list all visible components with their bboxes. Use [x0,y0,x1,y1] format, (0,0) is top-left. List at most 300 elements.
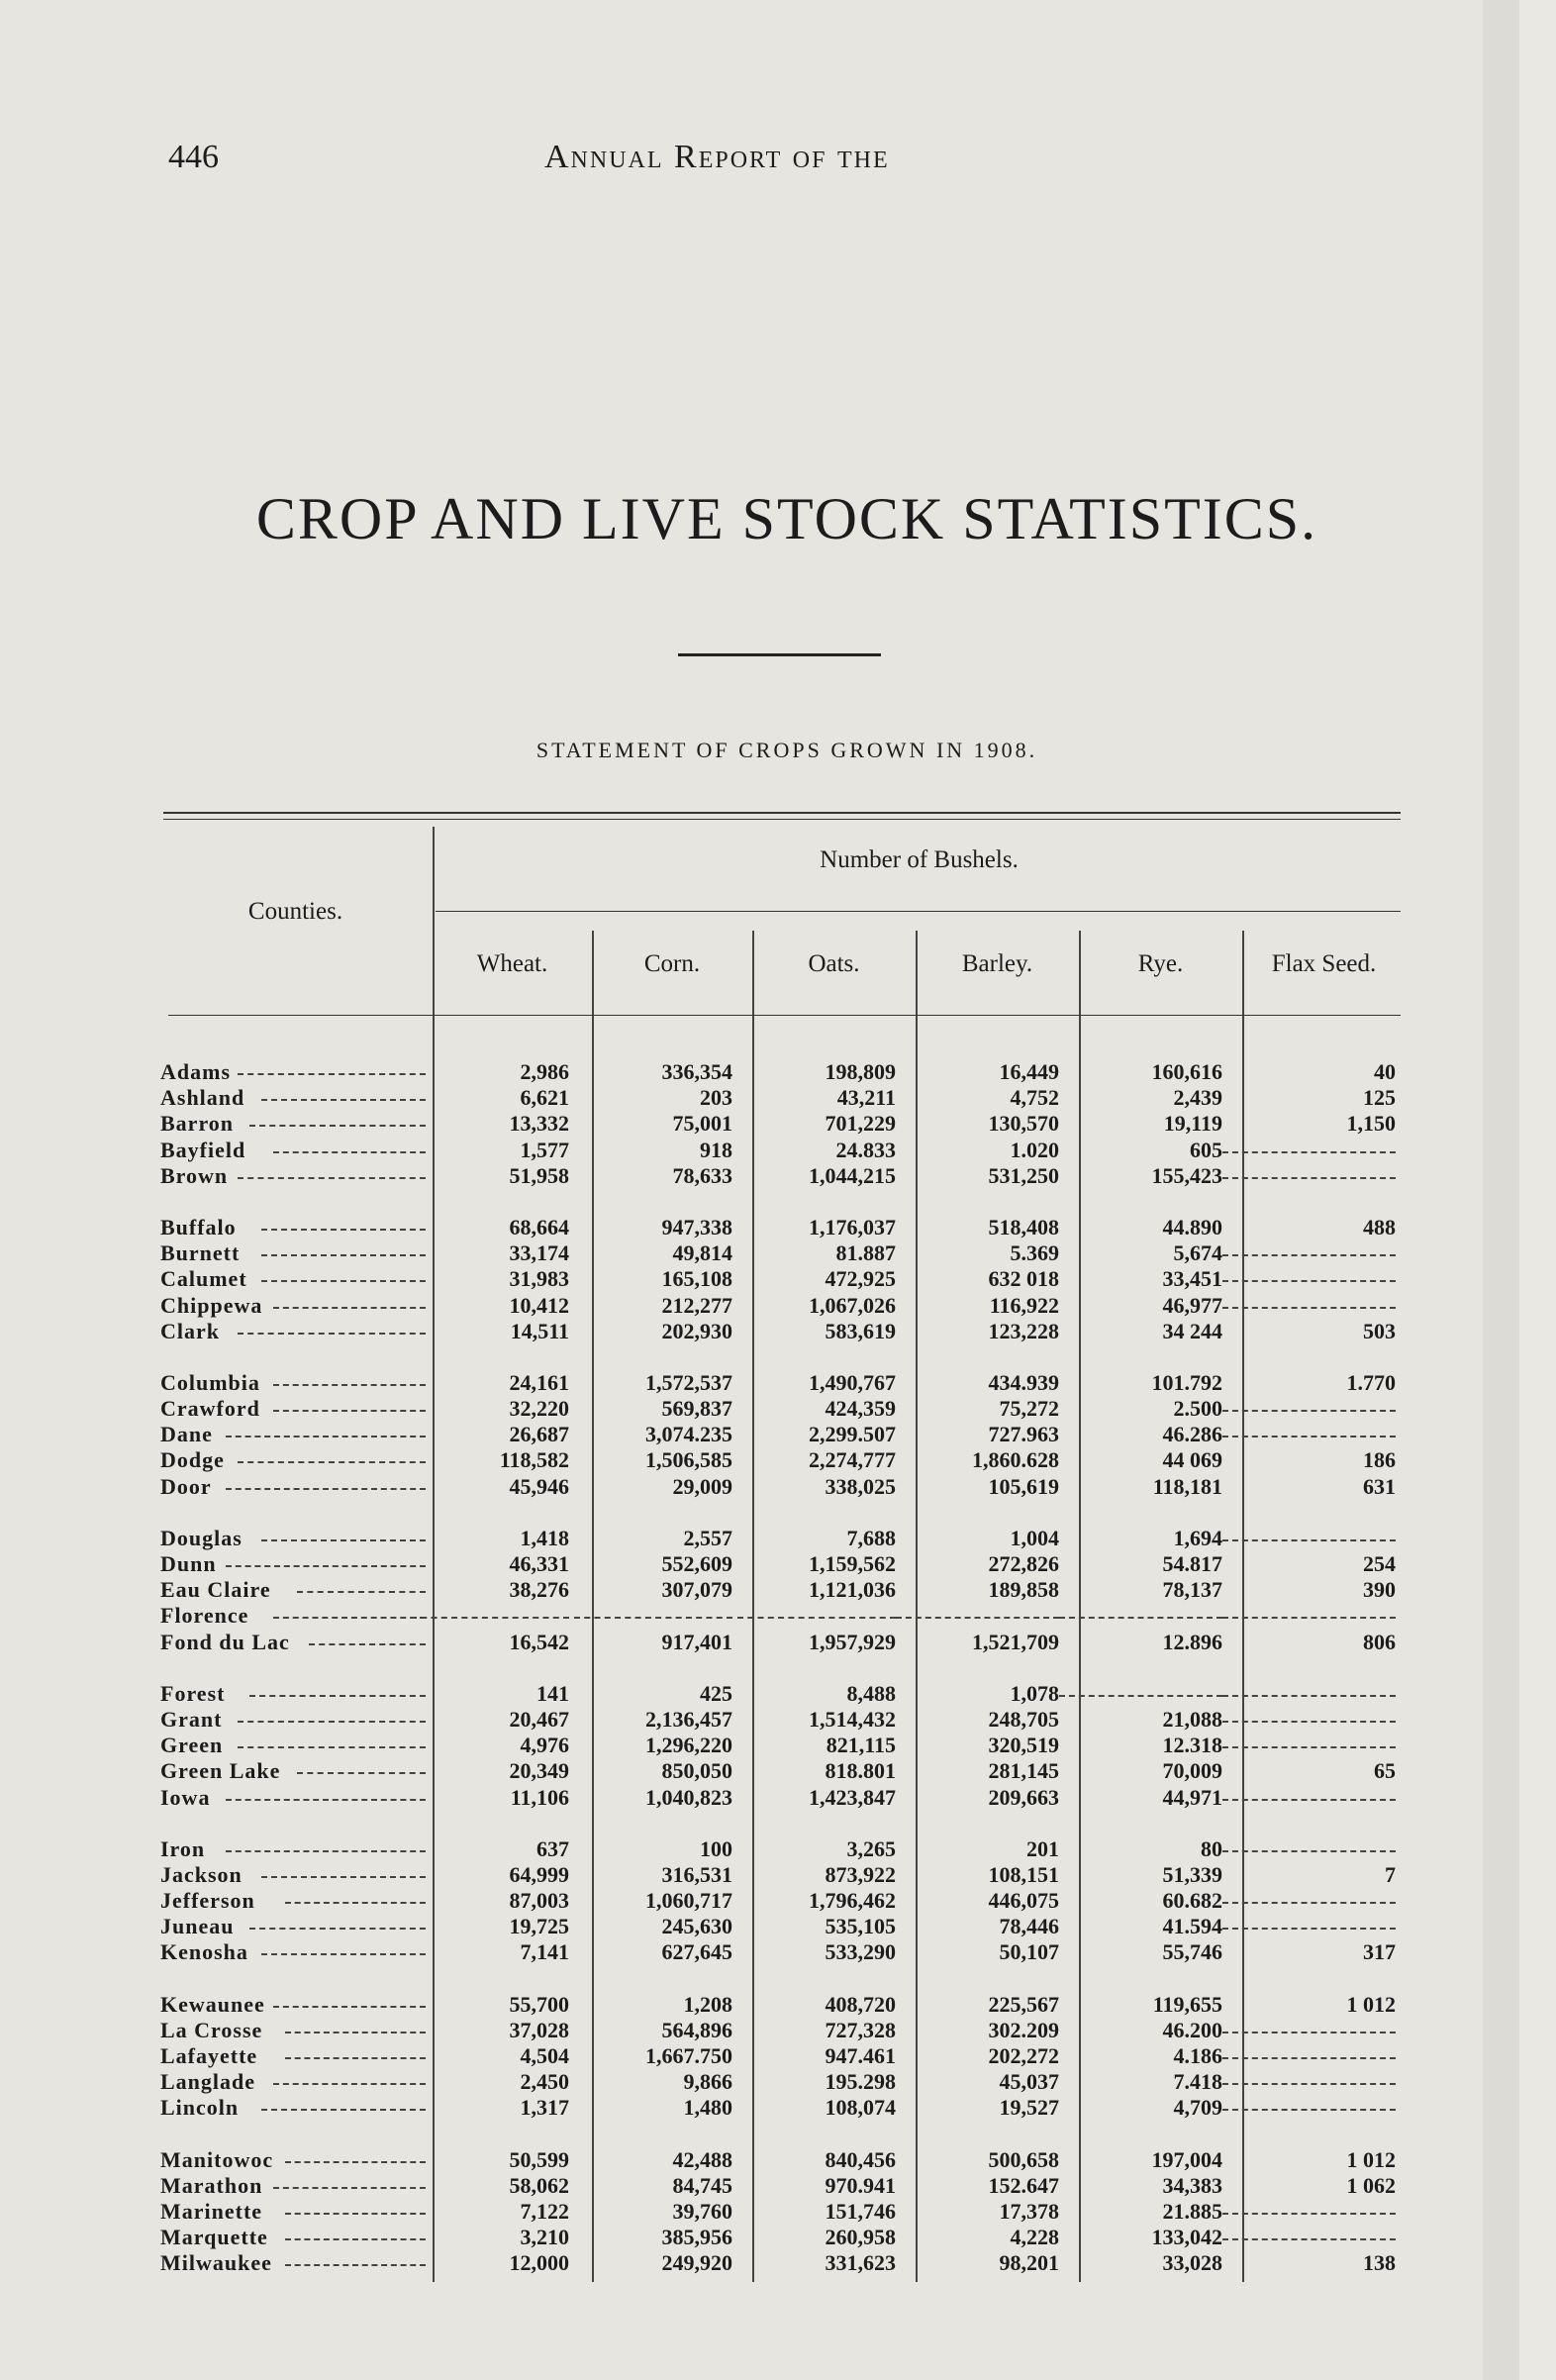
flax-empty-cell [1222,2095,1396,2111]
barley-value: 727.963 [988,1422,1059,1447]
flax-value: 631 [1363,1473,1396,1499]
page-header [168,139,1039,188]
county-name: La Crosse [160,2017,263,2042]
barley-value: 4,752 [1010,1085,1059,1111]
wheat-value: 46,331 [509,1551,569,1576]
table-row [158,1293,1406,1319]
oats-value: 701,229 [825,1111,896,1137]
flax-empty-cell [1222,2225,1396,2240]
flax-value: 390 [1363,1577,1396,1603]
leader-dots [285,2225,426,2240]
barley-value: 116,922 [989,1292,1059,1318]
corn-value: 42,488 [672,2146,732,2172]
county-name: Clark [160,1318,220,1343]
flax-empty-cell [1222,1681,1396,1697]
empty-dash [1222,2225,1396,2240]
flax-value: 1,150 [1346,1111,1396,1137]
barley-value: 16,449 [999,1059,1059,1084]
leader-dots [285,2147,426,2163]
barley-value: 531,250 [988,1162,1059,1188]
corn-value: 627,645 [661,1939,732,1965]
empty-dash [1222,1681,1396,1697]
oats-value: 583,619 [825,1318,896,1343]
wheat-value: 6,621 [520,1085,569,1111]
flax-empty-cell [1222,1914,1396,1930]
leader-dots [261,1862,426,1878]
crop-statistics-table [158,807,1406,2276]
oats-value: 1,490,767 [809,1369,896,1395]
corn-value: 1,667.750 [645,2043,732,2068]
leader-dots [273,1138,426,1153]
corn-value: 385,956 [661,2225,732,2250]
table-row [158,2018,1406,2043]
table-row [158,2225,1406,2250]
empty-dash [1222,1138,1396,1153]
table-row [158,1370,1406,1396]
county-group [158,1215,1406,1344]
table-row [158,1059,1406,1085]
oats-value: 195.298 [825,2069,896,2095]
leader-dots [273,2069,426,2085]
county-name: Marinette [160,2198,263,2224]
rye-value: 19,119 [1163,1111,1222,1137]
oats-value: 1,514,432 [809,1706,896,1732]
empty-dash [411,1603,569,1619]
leader-dots [238,1059,426,1075]
leader-dots [249,1914,426,1930]
flax-empty-cell [1222,1785,1396,1801]
flax-empty-cell [1222,1293,1396,1309]
leader-dots [297,1758,426,1774]
table-top-rule [163,812,1401,814]
wheat-value: 4,976 [520,1733,569,1758]
county-name: Iowa [160,1784,211,1810]
empty-dash [1222,1707,1396,1723]
rye-value: 41.594 [1162,1914,1222,1939]
table-top-rule-2 [163,819,1401,820]
rye-value: 21.885 [1162,2198,1222,2224]
table-row [158,1447,1406,1473]
barley-value: 105,619 [988,1473,1059,1499]
rye-value: 5,674 [1173,1240,1222,1266]
rye-value: 160,616 [1151,1059,1222,1084]
col-header-rye: Rye. [1137,950,1184,977]
oats-value: 533,290 [825,1939,896,1965]
corn-value: 1,208 [683,1991,732,2017]
table-row [158,1474,1406,1500]
table-row [158,2043,1406,2069]
wheat-value: 14,511 [510,1318,569,1343]
col-header-corn: Corn. [643,950,701,977]
barley-value: 98,201 [999,2250,1059,2276]
county-name: Florence [160,1603,249,1629]
wheat-value: 31,983 [509,1266,569,1292]
corn-value: 2,557 [683,1525,732,1550]
rye-value: 44 069 [1162,1447,1222,1473]
header-bottom-rule [168,1015,1401,1016]
flax-empty-cell [1222,1836,1396,1852]
barley-value: 272,826 [988,1551,1059,1576]
rye-value: 78,137 [1162,1577,1222,1603]
oats-value: 1,176,037 [809,1214,896,1240]
corn-value: 1,480 [683,2095,732,2121]
flax-empty-cell [1222,2199,1396,2215]
rye-value: 54.817 [1162,1551,1222,1576]
rye-value: 4.186 [1173,2043,1222,2068]
barley-value: 202,272 [988,2043,1059,2068]
wheat-value: 637 [536,1835,569,1861]
table-row [158,1577,1406,1603]
col-header-oats: Oats. [808,950,860,977]
corn-value: 84,745 [672,2172,732,2198]
county-name: Marathon [160,2172,263,2198]
wheat-value: 19,725 [509,1914,569,1939]
leader-dots [273,1603,426,1619]
oats-value: 818.801 [825,1758,896,1784]
empty-dash [574,1603,732,1619]
county-name: Forest [160,1680,226,1706]
page-edge [1483,0,1519,2380]
table-row [158,1551,1406,1577]
rye-value: 34 244 [1162,1318,1222,1343]
corn-value: 39,760 [672,2198,732,2224]
table-row [158,1526,1406,1551]
corn-value: 552,609 [661,1551,732,1576]
table-row [158,1681,1406,1707]
county-group [158,2147,1406,2277]
leader-dots [226,1551,426,1567]
rye-value: 12.896 [1162,1629,1222,1654]
table-row [158,2250,1406,2276]
flax-value: 1 062 [1346,2172,1396,2198]
county-name: Brown [160,1162,229,1188]
barley-value: 281,145 [988,1758,1059,1784]
corn-empty-cell [574,1603,732,1619]
rye-value: 55,746 [1162,1939,1222,1965]
barley-value: 4,228 [1010,2225,1059,2250]
counties-header: Counties. [247,898,343,925]
barley-value: 201 [1026,1835,1059,1861]
table-row [158,1215,1406,1240]
oats-value: 1,067,026 [809,1292,896,1318]
leader-dots [261,1266,426,1282]
rye-value: 2,439 [1173,1085,1222,1111]
rye-value: 605 [1190,1137,1222,1162]
col-header-wheat: Wheat. [476,950,548,977]
county-name: Iron [160,1835,206,1861]
flax-value: 186 [1363,1447,1396,1473]
county-name: Bayfield [160,1137,246,1162]
county-name: Buffalo [160,1214,237,1240]
oats-value: 3,265 [846,1835,896,1861]
oats-value: 821,115 [826,1733,896,1758]
flax-empty-cell [1222,1733,1396,1748]
corn-value: 9,866 [683,2069,732,2095]
table-row [158,1733,1406,1758]
wheat-value: 2,450 [520,2069,569,2095]
oats-value: 331,623 [825,2250,896,2276]
wheat-value: 55,700 [509,1991,569,2017]
corn-value: 245,630 [661,1914,732,1939]
barley-value: 108,151 [988,1861,1059,1887]
leader-dots [285,2199,426,2215]
barley-value: 189,858 [988,1577,1059,1603]
county-name: Fond du Lac [160,1629,290,1654]
county-name: Ashland [160,1085,245,1111]
oats-value: 108,074 [825,2095,896,2121]
leader-dots [285,2250,426,2266]
rye-empty-cell [1059,1681,1222,1697]
county-group [158,1059,1406,1189]
table-row [158,1163,1406,1189]
corn-value: 165,108 [661,1266,732,1292]
table-body [158,1059,1406,2303]
wheat-value: 37,028 [509,2017,569,2042]
table-row [158,1939,1406,1965]
county-name: Eau Claire [160,1577,271,1603]
county-name: Lincoln [160,2095,240,2121]
flax-value: 40 [1374,1059,1396,1084]
county-name: Juneau [160,1914,235,1939]
county-name: Douglas [160,1525,243,1550]
flax-empty-cell [1222,1266,1396,1282]
flax-value: 317 [1363,1939,1396,1965]
wheat-value: 26,687 [509,1422,569,1447]
oats-value: 408,720 [825,1991,896,2017]
empty-dash [1222,1733,1396,1748]
rye-value: 44,971 [1162,1784,1222,1810]
county-group [158,1992,1406,2122]
county-name: Dane [160,1422,213,1447]
corn-value: 75,001 [672,1111,732,1137]
barley-value: 19,527 [999,2095,1059,2121]
leader-dots [261,1939,426,1955]
rye-value: 34,383 [1162,2172,1222,2198]
flax-empty-cell [1222,1163,1396,1179]
rye-value: 118,181 [1152,1473,1222,1499]
wheat-value: 1,577 [520,1137,569,1162]
corn-value: 100 [700,1835,732,1861]
oats-value: 535,105 [825,1914,896,1939]
flax-empty-cell [1222,2043,1396,2059]
empty-dash [1222,1163,1396,1179]
table-row [158,1758,1406,1784]
table-row [158,1396,1406,1422]
county-name: Burnett [160,1240,241,1266]
table-row [158,2147,1406,2173]
corn-value: 850,050 [661,1758,732,1784]
empty-dash [1222,1888,1396,1904]
leader-dots [238,1163,426,1179]
leader-dots [273,1992,426,2008]
barley-value: 130,570 [988,1111,1059,1137]
oats-value: 1,796,462 [809,1888,896,1914]
barley-value: 209,663 [988,1784,1059,1810]
empty-dash [1222,2043,1396,2059]
rye-value: 7.418 [1173,2069,1222,2095]
county-name: Dodge [160,1447,225,1473]
county-group [158,1526,1406,1655]
table-row [158,1836,1406,1862]
county-name: Columbia [160,1369,260,1395]
corn-value: 2,136,457 [645,1706,732,1732]
barley-value: 1.020 [1010,1137,1059,1162]
table-row [158,1630,1406,1655]
table-row [158,2199,1406,2225]
leader-dots [273,1396,426,1412]
empty-dash [896,1603,1059,1619]
county-name: Dunn [160,1551,217,1576]
flax-empty-cell [1222,2018,1396,2033]
county-name: Kewaunee [160,1991,265,2017]
flax-empty-cell [1222,1422,1396,1438]
wheat-value: 3,210 [520,2225,569,2250]
rye-value: 12.318 [1162,1733,1222,1758]
wheat-value: 68,664 [509,1214,569,1240]
header-mid-rule [436,911,1401,912]
oats-empty-cell [737,1603,896,1619]
flax-empty-cell [1222,2069,1396,2085]
wheat-value: 33,174 [509,1240,569,1266]
wheat-value: 32,220 [509,1396,569,1422]
rye-value: 197,004 [1151,2146,1222,2172]
flax-empty-cell [1222,1707,1396,1723]
flax-empty-cell [1222,1138,1396,1153]
empty-dash [1222,1422,1396,1438]
county-name: Manitowoc [160,2146,274,2172]
rye-value: 2.500 [1173,1396,1222,1422]
leader-dots [226,1422,426,1438]
table-row [158,1266,1406,1292]
leader-dots [297,1577,426,1593]
corn-value: 1,506,585 [645,1447,732,1473]
rye-value: 46.286 [1162,1422,1222,1447]
county-name: Grant [160,1706,223,1732]
table-row [158,1111,1406,1137]
leader-dots [261,1085,426,1101]
wheat-value: 38,276 [509,1577,569,1603]
county-name: Marquette [160,2225,268,2250]
flax-empty-cell [1222,1526,1396,1541]
corn-value: 425 [700,1680,732,1706]
oats-value: 2,299.507 [809,1422,896,1447]
county-name: Crawford [160,1396,260,1422]
barley-value: 17,378 [999,2198,1059,2224]
barley-value: 302.209 [988,2017,1059,2042]
leader-dots [226,1836,426,1852]
rye-empty-cell [1059,1603,1222,1619]
running-head: Annual Report of the [544,139,890,175]
empty-dash [1222,1914,1396,1930]
flax-value: 125 [1363,1085,1396,1111]
county-name: Langlade [160,2069,256,2095]
empty-dash [1222,2095,1396,2111]
corn-value: 249,920 [661,2250,732,2276]
wheat-value: 2,986 [520,1059,569,1084]
leader-dots [273,1370,426,1386]
barley-value: 1,004 [1010,1525,1059,1550]
main-title: CROP AND LIVE STOCK STATISTICS. [255,486,1318,551]
leader-dots [261,2095,426,2111]
rye-value: 46.200 [1162,2017,1222,2042]
leader-dots [273,2173,426,2189]
wheat-value: 50,599 [509,2146,569,2172]
oats-value: 1,044,215 [809,1162,896,1188]
leader-dots [261,1240,426,1256]
wheat-value: 4,504 [520,2043,569,2068]
wheat-value: 58,062 [509,2172,569,2198]
empty-dash [1222,1396,1396,1412]
leader-dots [273,1293,426,1309]
barley-empty-cell [896,1603,1059,1619]
barley-value: 50,107 [999,1939,1059,1965]
empty-dash [1059,1681,1222,1697]
leader-dots [249,1681,426,1697]
table-row [158,2069,1406,2095]
empty-dash [1222,1836,1396,1852]
flax-empty-cell [1222,1240,1396,1256]
oats-value: 873,922 [825,1861,896,1887]
flax-empty-cell [1222,1396,1396,1412]
barley-value: 446,075 [988,1888,1059,1914]
oats-value: 24.833 [835,1137,896,1162]
oats-value: 2,274,777 [809,1447,896,1473]
col-header-flax-seed: Flax Seed. [1271,950,1377,977]
flax-value: 65 [1374,1758,1396,1784]
corn-value: 918 [700,1137,732,1162]
oats-value: 1,159,562 [809,1551,896,1576]
corn-value: 1,296,220 [645,1733,732,1758]
leader-dots [285,2043,426,2059]
empty-dash [1222,1293,1396,1309]
oats-value: 947.461 [825,2043,896,2068]
flax-empty-cell [1222,1888,1396,1904]
barley-value: 518,408 [988,1214,1059,1240]
empty-dash [1222,1785,1396,1801]
county-name: Jefferson [160,1888,255,1914]
flax-value: 138 [1363,2250,1396,2276]
flax-empty-cell [1222,1603,1396,1619]
barley-value: 1,078 [1010,1680,1059,1706]
wheat-value: 1,317 [520,2095,569,2121]
leader-dots [238,1733,426,1748]
barley-value: 45,037 [999,2069,1059,2095]
corn-value: 947,338 [661,1214,732,1240]
table-row [158,1707,1406,1733]
rye-value: 60.682 [1162,1888,1222,1914]
oats-value: 338,025 [825,1473,896,1499]
wheat-value: 141 [536,1680,569,1706]
leader-dots [285,1888,426,1904]
oats-value: 151,746 [825,2198,896,2224]
oats-value: 1,423,847 [809,1784,896,1810]
corn-value: 1,060,717 [645,1888,732,1914]
wheat-value: 51,958 [509,1162,569,1188]
rye-value: 119,655 [1152,1991,1222,2017]
corn-value: 3,074.235 [645,1422,732,1447]
corn-value: 49,814 [672,1240,732,1266]
county-name: Chippewa [160,1292,263,1318]
barley-value: 75,272 [999,1396,1059,1422]
barley-value: 500,658 [988,2146,1059,2172]
corn-value: 316,531 [661,1861,732,1887]
county-name: Lafayette [160,2043,258,2068]
leader-dots [249,1111,426,1127]
rye-value: 101.792 [1151,1369,1222,1395]
corn-value: 78,633 [672,1162,732,1188]
empty-dash [1222,1603,1396,1619]
wheat-value: 7,141 [520,1939,569,1965]
